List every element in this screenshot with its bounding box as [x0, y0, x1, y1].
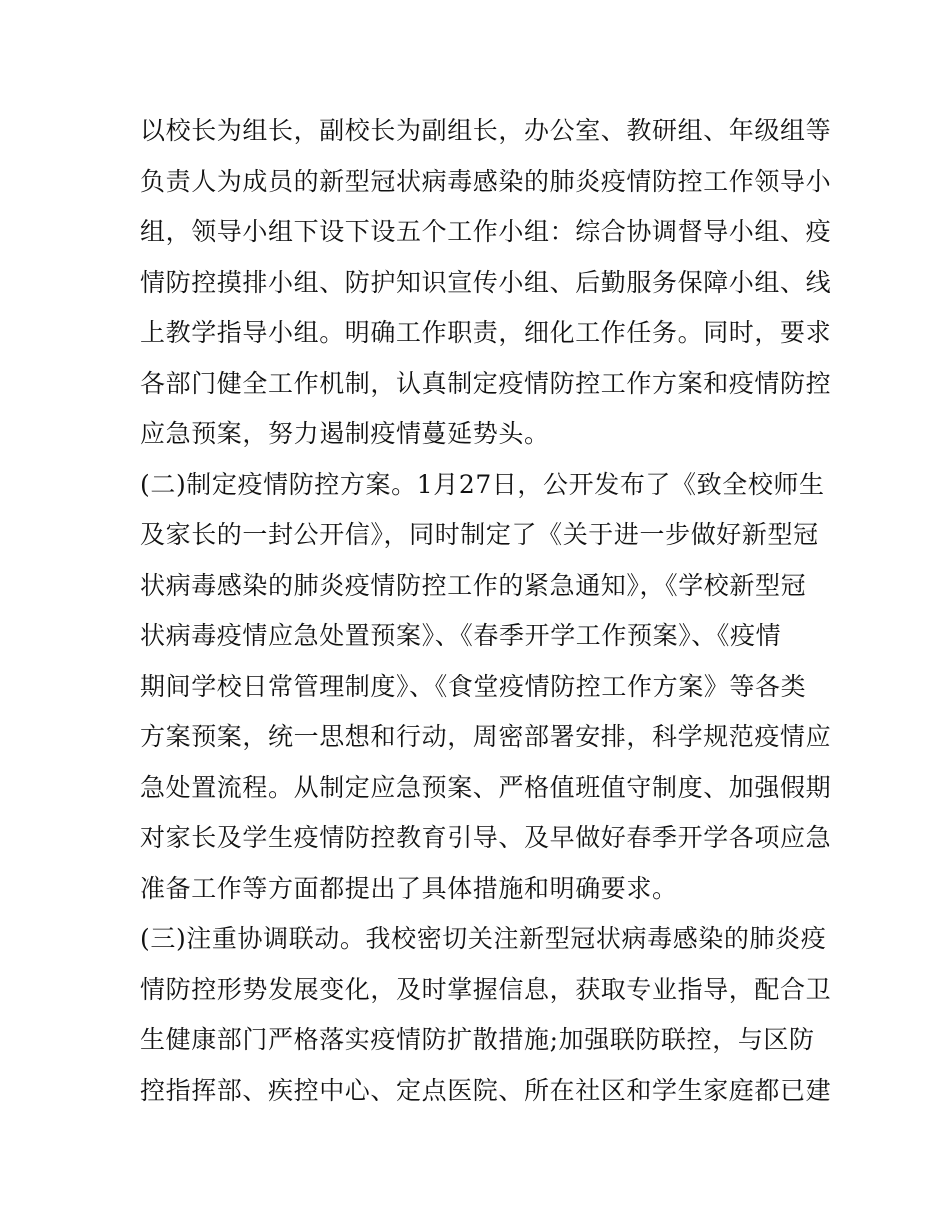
text-line: 生健康部门严格落实疫情防扩散措施;加强联防联控，与区防 [140, 1025, 815, 1054]
text-line: 控指挥部、疾控中心、定点医院、所在社区和学生家庭都已建 [140, 1075, 832, 1105]
text-line: 各部门健全工作机制，认真制定疫情防控工作方案和疫情防控 [140, 368, 832, 398]
text-line: 状病毒感染的肺炎疫情防控工作的紧急通知》，《学校新型冠 [140, 570, 807, 600]
body-text [140, 106, 832, 1116]
section-heading-line: (二)制定疫情防控方案。1月27日，公开发布了《致全校师生 [140, 469, 825, 499]
text-line: 负责人为成员的新型冠状病毒感染的肺炎疫情防控工作领导小 [140, 166, 832, 196]
text-line: 准备工作等方面都提出了具体措施和明确要求。 [140, 873, 678, 903]
text-line: 方案预案，统一思想和行动，周密部署安排，科学规范疫情应 [140, 722, 832, 751]
text-line: 应急预案，努力遏制疫情蔓延势头。 [140, 419, 550, 448]
text-line: 情防控摸排小组、防护知识宣传小组、后勤服务保障小组、线 [140, 267, 832, 297]
text-line: 上教学指导小组。明确工作职责，细化工作任务。同时，要求 [140, 318, 832, 347]
text-line: 期间学校日常管理制度》、《食堂疫情防控工作方案》等各类 [140, 671, 807, 701]
text-line: 急处置流程。从制定应急预案、严格值班值守制度、加强假期 [140, 772, 832, 802]
text-line: 及家长的一封公开信》，同时制定了《关于进一步做好新型冠 [140, 520, 819, 549]
text-line: 以校长为组长，副校长为副组长，办公室、教研组、年级组等 [140, 116, 832, 145]
text-line: 对家长及学生疫情防控教育引导、及早做好春季开学各项应急 [140, 823, 832, 852]
text-line: 情防控形势发展变化，及时掌握信息，获取专业指导，配合卫 [140, 974, 832, 1004]
section-heading-line: (三)注重协调联动。我校密切关注新型冠状病毒感染的肺炎疫 [140, 924, 827, 953]
text-line: 状病毒疫情应急处置预案》、《春季开学工作预案》、《疫情 [140, 621, 782, 650]
text-line: 组，领导小组下设下设五个工作小组：综合协调督导小组、疫 [140, 217, 832, 246]
